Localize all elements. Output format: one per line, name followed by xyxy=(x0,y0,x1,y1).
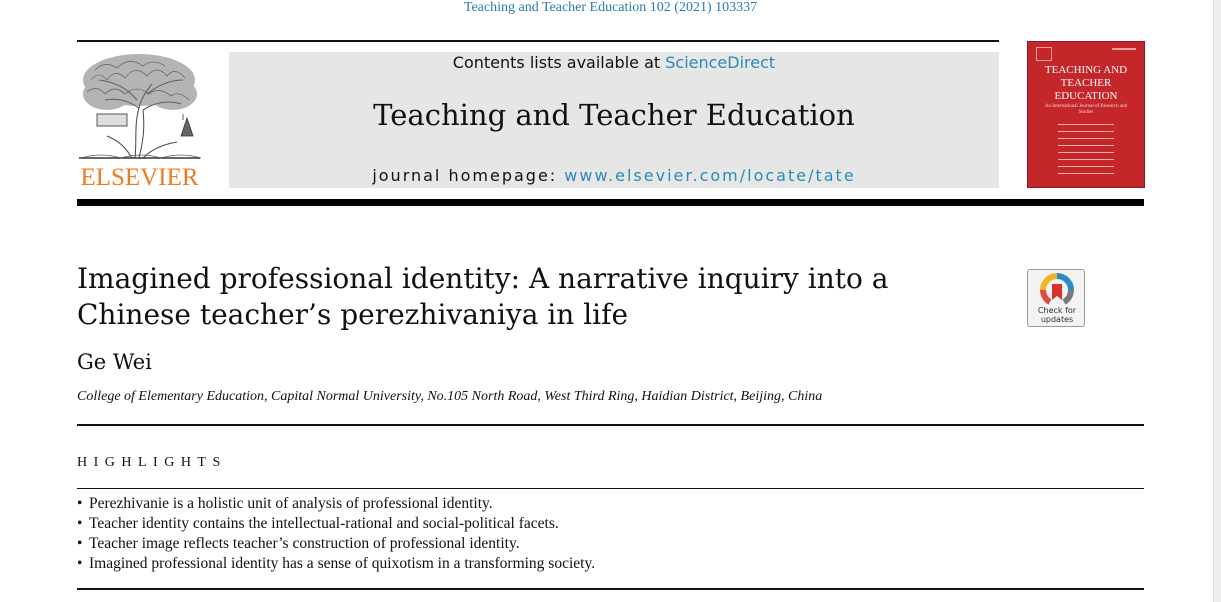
cover-issue-mark xyxy=(1112,48,1136,50)
journal-citation[interactable]: Teaching and Teacher Education 102 (2021) 103337 xyxy=(463,0,758,15)
bullet-icon: • xyxy=(77,555,83,572)
vertical-scrollbar[interactable] xyxy=(1213,0,1221,602)
highlight-text: Perezhivanie is a holistic unit of analysis of professional identity. xyxy=(89,495,493,512)
author-name[interactable]: Ge Wei xyxy=(77,350,152,374)
journal-cover[interactable] xyxy=(1027,41,1145,188)
highlight-text: Teacher identity contains the intellectual-rational and social-political facets. xyxy=(89,515,559,532)
publisher-name: ELSEVIER xyxy=(80,164,199,191)
cover-elsevier-emblem-icon xyxy=(1036,47,1052,61)
header-top-rule xyxy=(77,40,999,42)
homepage-link[interactable]: www.elsevier.com/locate/tate xyxy=(564,166,856,185)
affiliation-rule xyxy=(77,424,1144,426)
highlight-item xyxy=(77,534,1137,554)
homepage-line xyxy=(229,166,999,185)
author-affiliation: College of Elementary Education, Capital Normal University, No.105 North Road, West Third Ring, Haidian District, Beijing, China xyxy=(77,389,823,404)
bullet-icon: • xyxy=(77,495,83,512)
journal-banner xyxy=(229,52,999,188)
highlight-item xyxy=(77,514,1137,534)
elsevier-logo[interactable] xyxy=(77,50,202,192)
highlight-text: Imagined professional identity has a sense of quixotism in a transforming society. xyxy=(89,555,596,572)
highlights-rule xyxy=(77,488,1144,489)
highlights-bottom-rule xyxy=(77,588,1144,590)
cover-contents-lines xyxy=(1058,124,1114,180)
bullet-icon: • xyxy=(77,515,83,532)
highlight-item xyxy=(77,494,1137,514)
bullet-icon: • xyxy=(77,535,83,552)
homepage-prefix: journal homepage: xyxy=(372,166,565,185)
contents-line xyxy=(229,53,999,72)
highlight-item xyxy=(77,554,1137,574)
cover-title: TEACHING AND TEACHER EDUCATION xyxy=(1044,64,1128,102)
cover-subtitle: An International Journal of Research and Studies xyxy=(1044,104,1128,115)
highlight-text: Teacher image reflects teacher’s construction of professional identity. xyxy=(89,535,520,552)
check-for-updates-button[interactable] xyxy=(1027,269,1085,327)
check-for-updates-label xyxy=(1028,306,1086,324)
crossmark-icon xyxy=(1028,270,1086,306)
article-title: Imagined professional identity: A narrative inquiry into a Chinese teacher’s perezhivaniya in life xyxy=(77,262,889,331)
check-line-2: updates xyxy=(1040,315,1074,324)
sciencedirect-link[interactable]: ScienceDirect xyxy=(665,53,776,72)
header-bottom-rule xyxy=(77,199,1144,206)
highlights-heading: HIGHLIGHTS xyxy=(77,455,227,470)
journal-title[interactable]: Teaching and Teacher Education xyxy=(373,98,855,132)
check-line-1: Check for xyxy=(1037,306,1077,315)
highlights-list xyxy=(77,494,1137,574)
contents-prefix: Contents lists available at xyxy=(452,53,666,72)
elsevier-tree-icon xyxy=(77,50,202,162)
